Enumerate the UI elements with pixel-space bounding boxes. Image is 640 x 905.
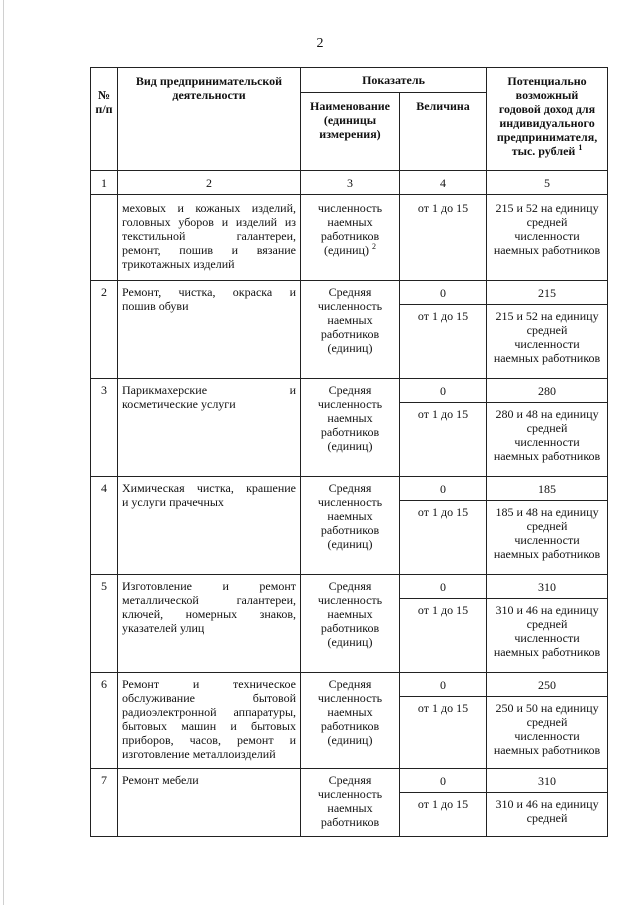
activity-cell [118, 673, 301, 769]
indicator-line: Средняя [328, 383, 372, 397]
indicator-line: Средняя [328, 773, 372, 787]
indicator-line: работников [320, 327, 380, 341]
value-base-cell: 0 [400, 379, 487, 403]
indicator-line: работников [320, 229, 380, 243]
activity-line: указателей улиц [122, 621, 205, 635]
indicator-line: (единиц) [327, 537, 373, 551]
income-line: численности [514, 631, 580, 645]
table-row [91, 673, 608, 697]
income-line: средней [526, 323, 568, 337]
activity-cell [118, 195, 301, 281]
value-range-cell: от 1 до 15 [400, 501, 487, 575]
indicator-line: работников [320, 621, 380, 635]
row-num-cell: 7 [91, 769, 118, 837]
income-range-cell [487, 793, 608, 837]
table-row-continued [91, 195, 608, 281]
value-base-cell: 0 [400, 575, 487, 599]
income-line: наемных работников [493, 547, 601, 561]
value-range-cell: от 1 до 15 [400, 697, 487, 769]
header-indicator-value: Величина [400, 93, 487, 171]
header-income-line: возможный [515, 88, 579, 102]
header-indicator-name-line: Наименование [310, 99, 390, 113]
column-number: 3 [301, 171, 400, 195]
header-income-line: годовой доход для [498, 102, 596, 116]
income-line: 185 и 48 на единицу [495, 505, 599, 519]
value-cell: от 1 до 15 [400, 195, 487, 281]
income-line: наемных работников [493, 743, 601, 757]
income-line: численности [514, 229, 580, 243]
indicator-line: наемных [327, 607, 373, 621]
indicator-line: численность [317, 787, 383, 801]
indicator-line: (единиц) [324, 243, 369, 257]
indicator-line: работников [320, 815, 380, 829]
income-line: 310 и 46 на единицу [495, 797, 599, 811]
table-header [91, 68, 608, 195]
header-income-line: Потенциально [507, 74, 587, 88]
indicator-line: (единиц) [327, 341, 373, 355]
indicator-cell [301, 477, 400, 575]
header-indicator-name [301, 93, 400, 171]
income-table [90, 67, 608, 837]
income-line: наемных работников [493, 243, 601, 257]
income-line: средней [526, 421, 568, 435]
indicator-line: наемных [327, 313, 373, 327]
income-range-cell [487, 403, 608, 477]
income-line: наемных работников [493, 351, 601, 365]
income-line: численности [514, 533, 580, 547]
header-indicator-name-line: измерения) [319, 127, 381, 141]
footnote-mark: 1 [578, 143, 583, 152]
header-income-line: предпринимателя, [496, 130, 598, 144]
indicator-line: численность [317, 593, 383, 607]
indicator-cell [301, 673, 400, 769]
header-income [487, 68, 608, 171]
income-base-cell: 250 [487, 673, 608, 697]
header-indicator-name-line: (единицы [323, 113, 377, 127]
activity-line: трикотажных изделий [122, 257, 235, 271]
header-activity: Вид предпринимательской деятельности [118, 68, 301, 171]
activity-cell [118, 769, 301, 837]
value-base-cell: 0 [400, 477, 487, 501]
indicator-cell [301, 575, 400, 673]
value-range-cell: от 1 до 15 [400, 305, 487, 379]
activity-line: обслуживание бытовой [122, 691, 296, 705]
column-number: 4 [400, 171, 487, 195]
activity-line: Ремонт и техническое [122, 677, 296, 691]
activity-line: текстильной галантереи, [122, 229, 296, 243]
income-range-cell [487, 501, 608, 575]
header-income-line: тыс. рублей [511, 144, 576, 158]
value-base-cell: 0 [400, 281, 487, 305]
indicator-line: Средняя [328, 285, 372, 299]
page-number: 2 [316, 36, 324, 51]
income-line: 250 и 50 на единицу [495, 701, 599, 715]
value-range-cell: от 1 до 15 [400, 599, 487, 673]
indicator-line: (единиц) [327, 439, 373, 453]
indicator-line: численность [317, 495, 383, 509]
income-line: средней [526, 617, 568, 631]
activity-cell [118, 281, 301, 379]
activity-line: пошив обуви [122, 299, 189, 313]
income-line: численности [514, 729, 580, 743]
indicator-line: Средняя [328, 579, 372, 593]
indicator-line: работников [320, 719, 380, 733]
row-num-cell: 2 [91, 281, 118, 379]
indicator-line: работников [320, 425, 380, 439]
row-num-cell: 4 [91, 477, 118, 575]
income-range-cell [487, 697, 608, 769]
value-range-cell: от 1 до 15 [400, 793, 487, 837]
activity-line: Химическая чистка, крашение [122, 481, 296, 495]
activity-line: меховых и кожаных изделий, [122, 201, 296, 215]
income-line: средней [526, 215, 568, 229]
income-line: наемных работников [493, 449, 601, 463]
indicator-line: наемных [327, 411, 373, 425]
indicator-line: Средняя [328, 481, 372, 495]
income-line: 280 и 48 на единицу [495, 407, 599, 421]
income-base-cell: 185 [487, 477, 608, 501]
column-number: 1 [91, 171, 118, 195]
activity-line: Парикмахерские и [122, 383, 296, 397]
value-base-cell: 0 [400, 673, 487, 697]
indicator-cell [301, 769, 400, 837]
row-num-cell: 5 [91, 575, 118, 673]
income-base-cell: 280 [487, 379, 608, 403]
activity-line: изготовление металлоизделий [122, 747, 276, 761]
header-income-line: индивидуального [499, 116, 595, 130]
indicator-line: наемных [327, 215, 373, 229]
activity-cell [118, 575, 301, 673]
income-line: средней [526, 811, 568, 825]
indicator-cell [301, 379, 400, 477]
header-indicator: Показатель [301, 68, 487, 93]
indicator-line: численность [317, 397, 383, 411]
income-line: 215 и 52 на единицу [495, 201, 599, 215]
income-cell [487, 195, 608, 281]
activity-line: косметические услуги [122, 397, 236, 411]
table-row [91, 477, 608, 501]
activity-line: Ремонт, чистка, окраска и [122, 285, 296, 299]
activity-cell [118, 477, 301, 575]
income-line: 310 и 46 на единицу [495, 603, 599, 617]
table-body [91, 195, 608, 837]
activity-line: и услуги прачечных [122, 495, 224, 509]
indicator-line: наемных [327, 705, 373, 719]
income-range-cell [487, 599, 608, 673]
indicator-line: работников [320, 523, 380, 537]
activity-line: металлической галантереи, [122, 593, 296, 607]
indicator-cell [301, 281, 400, 379]
indicator-line: (единиц) [327, 635, 373, 649]
activity-line: ремонт, пошив и вязание [122, 243, 296, 257]
indicator-line: (единиц) [327, 733, 373, 747]
indicator-line: численность [317, 201, 383, 215]
activity-line: Изготовление и ремонт [122, 579, 296, 593]
table-row [91, 379, 608, 403]
row-num-cell: 3 [91, 379, 118, 477]
indicator-line: Средняя [328, 677, 372, 691]
scan-edge [3, 0, 4, 905]
activity-line: радиоэлектронной аппаратуры, [122, 705, 296, 719]
income-base-cell: 310 [487, 575, 608, 599]
activity-line: бытовых машин и бытовых [122, 719, 296, 733]
income-line: численности [514, 435, 580, 449]
indicator-line: наемных [327, 801, 373, 815]
table-row [91, 769, 608, 793]
income-line: 215 и 52 на единицу [495, 309, 599, 323]
activity-line: Ремонт мебели [122, 773, 199, 787]
table-row [91, 281, 608, 305]
income-base-cell: 215 [487, 281, 608, 305]
header-num-line: № [97, 88, 111, 102]
header-num-line: п/п [95, 102, 113, 116]
header-num [91, 68, 118, 171]
indicator-cell [301, 195, 400, 281]
income-line: наемных работников [493, 645, 601, 659]
income-base-cell: 310 [487, 769, 608, 793]
table-row [91, 575, 608, 599]
activity-line: головных уборов и изделий из [122, 215, 296, 229]
activity-line: ключей, номерных знаков, [122, 607, 296, 621]
indicator-line: численность [317, 299, 383, 313]
income-line: средней [526, 519, 568, 533]
footnote-mark: 2 [371, 242, 376, 251]
indicator-line: численность [317, 691, 383, 705]
income-range-cell [487, 305, 608, 379]
row-num-cell: 6 [91, 673, 118, 769]
income-line: средней [526, 715, 568, 729]
column-number: 5 [487, 171, 608, 195]
indicator-line: наемных [327, 509, 373, 523]
value-range-cell: от 1 до 15 [400, 403, 487, 477]
income-line: численности [514, 337, 580, 351]
row-num-cell [91, 195, 118, 281]
column-number: 2 [118, 171, 301, 195]
value-base-cell: 0 [400, 769, 487, 793]
activity-line: приборов, часов, ремонт и [122, 733, 296, 747]
column-number-row [91, 171, 608, 195]
activity-cell [118, 379, 301, 477]
